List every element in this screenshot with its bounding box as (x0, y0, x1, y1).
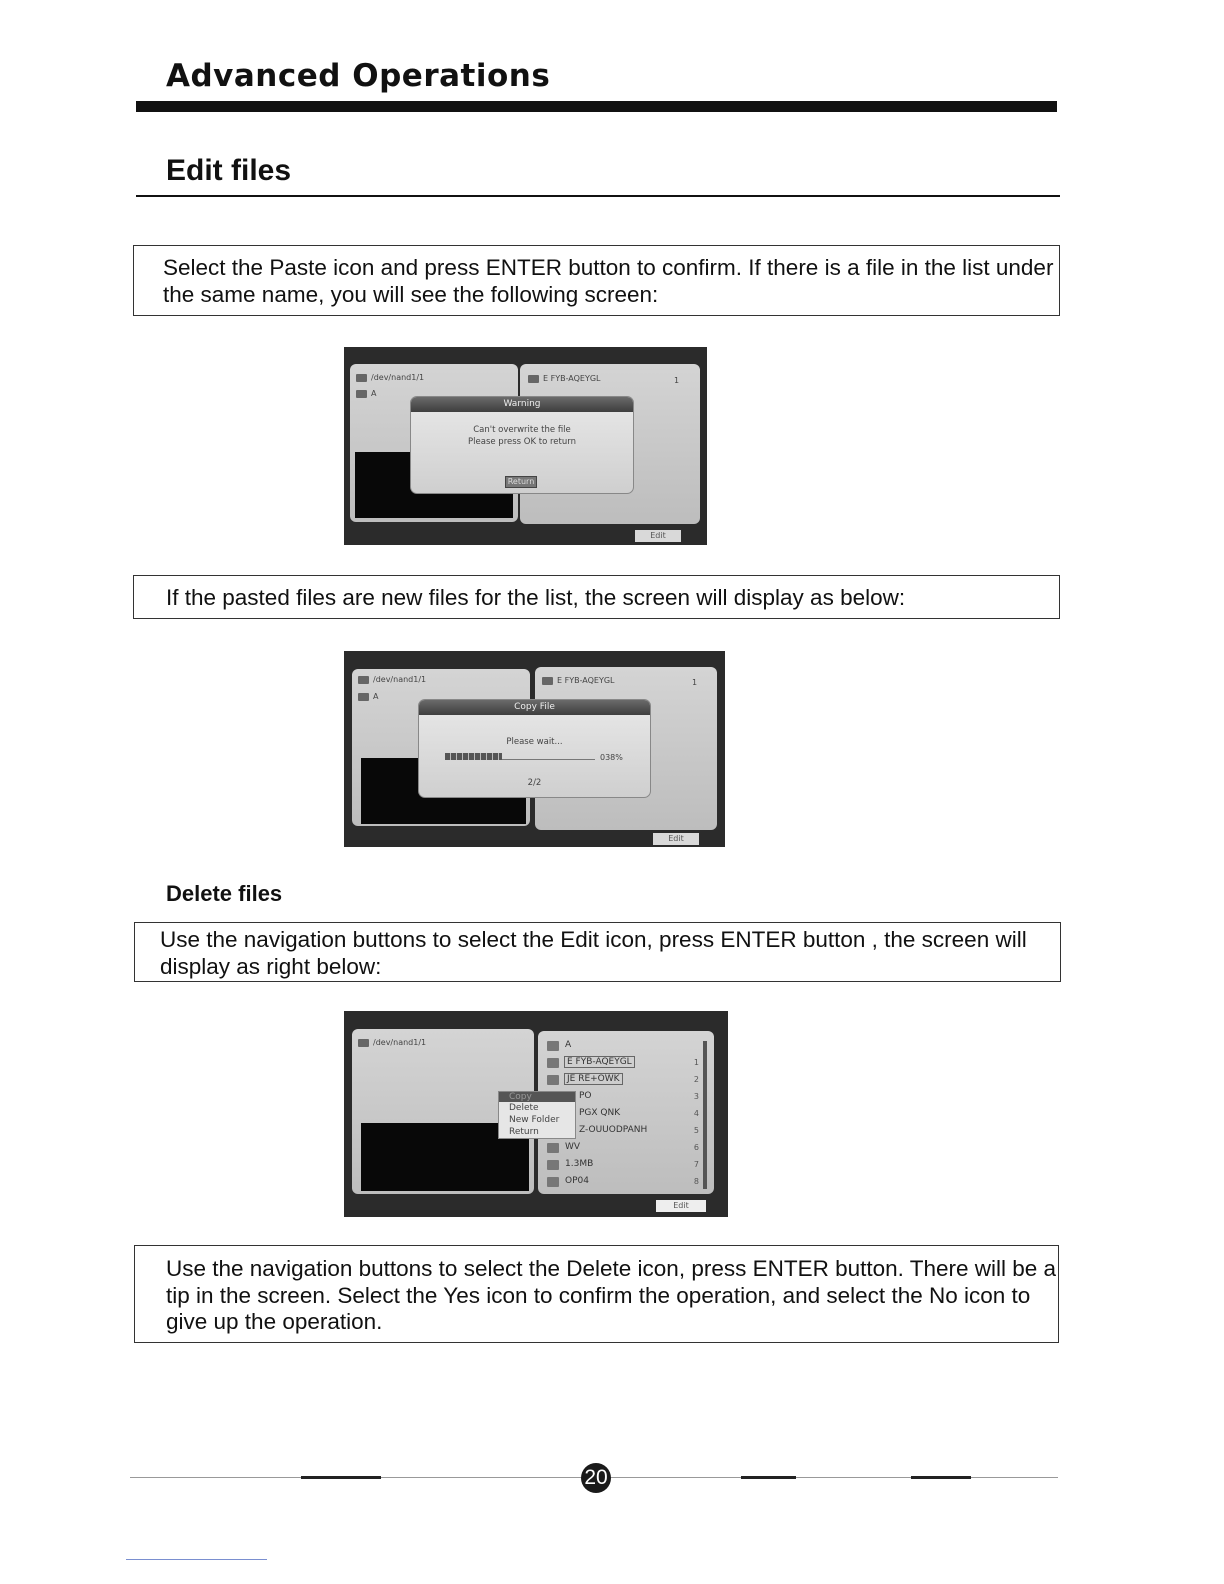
edit-button[interactable]: Edit (653, 833, 699, 845)
path-label: /dev/nand1/1 (373, 675, 427, 684)
file-number: 1 (692, 678, 698, 687)
folder-icon (547, 1041, 559, 1051)
list-item[interactable]: JE RE+OWK 2 (543, 1072, 713, 1089)
drive-icon (358, 1039, 369, 1047)
list-item[interactable]: OP04 8 (543, 1174, 713, 1191)
section-title: Advanced Operations (166, 58, 551, 94)
folder-icon (356, 390, 367, 398)
footer-dash (301, 1476, 381, 1479)
warning-dialog (410, 396, 634, 494)
file-number: 1 (674, 376, 680, 385)
footer-dash (911, 1476, 971, 1479)
menu-item-copy[interactable]: Copy (509, 1092, 532, 1102)
page-number: 20 (581, 1463, 611, 1493)
file-icon (547, 1177, 559, 1187)
copy-screenshot (344, 651, 725, 847)
list-item[interactable]: Z-OUUODPANH 5 (543, 1123, 713, 1140)
subsection-title: Edit files (166, 154, 292, 187)
edit-popup-menu (498, 1091, 576, 1139)
menu-item-return[interactable]: Return (509, 1127, 539, 1137)
file-label: E FYB-AQEYGL (557, 676, 615, 685)
new-files-instruction-text: If the pasted files are new files for the list, the screen will display as below: (166, 585, 906, 610)
edit-button[interactable]: Edit (635, 530, 681, 542)
list-item[interactable]: PO 3 (543, 1089, 713, 1106)
list-scrollbar[interactable] (703, 1041, 707, 1189)
dialog-title: Warning (411, 397, 633, 412)
progress-bar (445, 753, 595, 760)
file-icon (547, 1160, 559, 1170)
file-label: E FYB-AQEYGL (543, 374, 601, 383)
edit-icon-instruction-box (134, 922, 1061, 982)
edit-button[interactable]: Edit (656, 1200, 706, 1212)
list-item[interactable]: WV 6 (543, 1140, 713, 1157)
file-count: 2/2 (527, 778, 542, 788)
path-label: /dev/nand1/1 (371, 373, 425, 382)
header-rule (136, 101, 1057, 112)
delete-icon-instruction-text: Use the navigation buttons to select the Delete icon, press ENTER button. There will be a tip in the screen. Select the Yes icon to confirm the operation, and select the No icon to give up the operation. (166, 1256, 1057, 1334)
path-label: /dev/nand1/1 (373, 1038, 427, 1047)
list-item[interactable]: 1.3MB 7 (543, 1157, 713, 1174)
dialog-line-1: Can't overwrite the file (473, 425, 571, 435)
file-icon (547, 1075, 559, 1085)
list-item[interactable]: PGX QNK 4 (543, 1106, 713, 1123)
wait-label: Please wait... (506, 737, 563, 747)
file-icon (547, 1058, 559, 1068)
progress-percent: 038% (600, 753, 623, 762)
delete-icon-instruction-box (134, 1245, 1059, 1343)
drive-icon (358, 676, 369, 684)
warning-screenshot (344, 347, 707, 545)
list-item[interactable]: A (543, 1038, 713, 1055)
folder-label: A (373, 692, 379, 701)
file-icon (542, 677, 553, 685)
dialog-title: Copy File (419, 700, 650, 715)
edit-menu-screenshot (344, 1011, 728, 1217)
list-item[interactable]: E FYB-AQEYGL 1 (543, 1055, 713, 1072)
delete-files-heading: Delete files (166, 881, 283, 906)
new-files-instruction-box (133, 575, 1060, 619)
copy-dialog (418, 699, 651, 798)
edit-icon-instruction-text: Use the navigation buttons to select the Edit icon, press ENTER button , the screen will display as right below: (160, 927, 1027, 979)
menu-item-delete[interactable]: Delete (509, 1103, 539, 1113)
corner-line (126, 1559, 267, 1560)
menu-item-new-folder[interactable]: New Folder (509, 1115, 560, 1125)
folder-label: A (371, 389, 377, 398)
file-icon (547, 1143, 559, 1153)
drive-icon (356, 374, 367, 382)
paste-instruction-box (133, 245, 1060, 316)
folder-icon (358, 693, 369, 701)
subsection-rule (136, 195, 1060, 197)
paste-instruction-text: Select the Paste icon and press ENTER button to confirm. If there is a file in the list under the same name, you will see the following screen: (163, 255, 1054, 307)
return-button[interactable]: Return (505, 476, 537, 488)
progress-fill (445, 753, 502, 760)
footer-dash (741, 1476, 796, 1479)
file-icon (528, 375, 539, 383)
dialog-line-2: Please press OK to return (468, 437, 576, 447)
